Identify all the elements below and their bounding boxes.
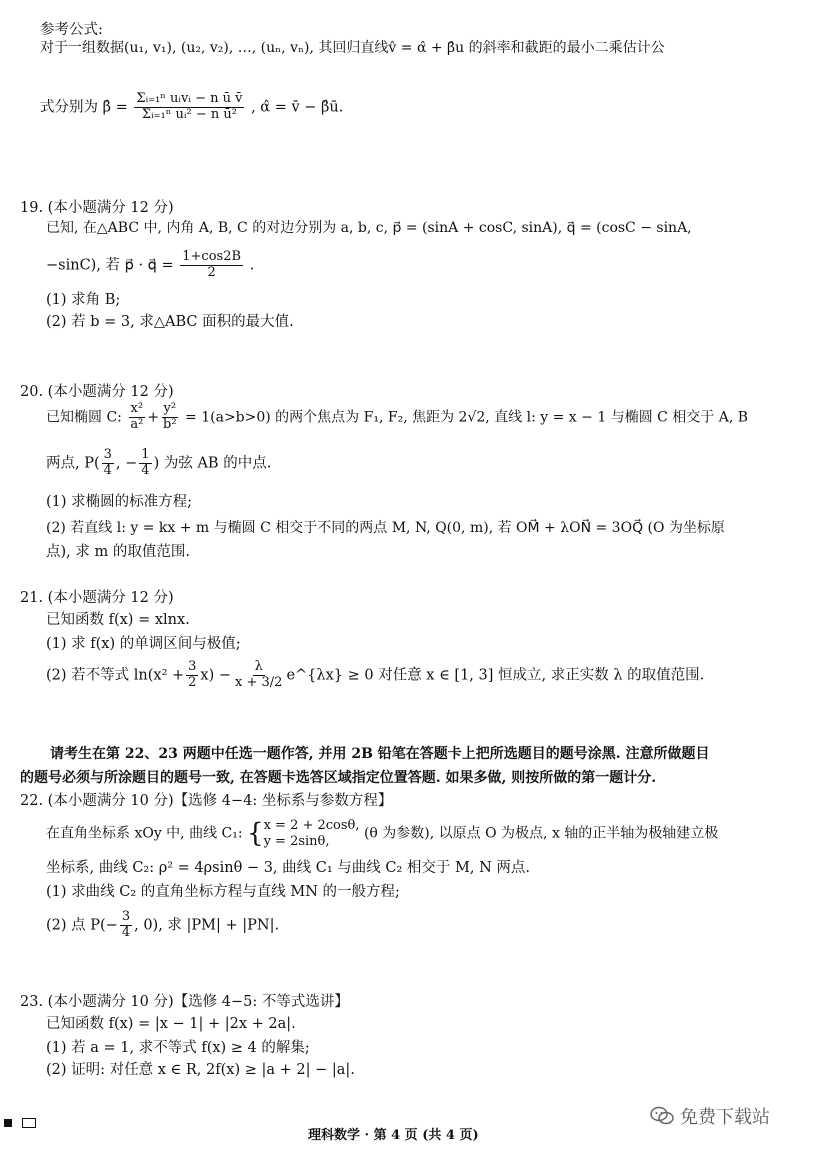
q20-p-x-denominator: 4 [103,462,112,478]
box-mark-icon [22,1118,36,1128]
q22-line-1-start: 在直角坐标系 xOy 中, 曲线 C₁: [46,825,243,842]
q20-p-y-numerator: 1 [141,447,150,462]
q21-lambda-denominator: x + 3/2 [235,674,283,690]
q20-x-denominator: a² [130,416,144,432]
notice-line-2: 的题号必须与所涂题目的题号一致, 在答题卡选答区域指定位置答题. 如果多做, 则按所做的第一题计分. [20,770,657,786]
reference-suffix: , α̂ = v̄ − β̂ū. [251,99,344,116]
q20-part-2-line-2: 点), 求 m 的取值范围. [46,544,190,560]
q21-three-halves [186,660,198,691]
q21-three-halves-den: 2 [188,674,197,690]
q20-p-x-fraction [102,448,114,479]
q20-part-1: (1) 求椭圆的标准方程; [46,494,193,510]
q22-line-1 [46,818,718,849]
q21-lambda-fraction [233,660,284,691]
q21-part-2-end: e^{λx} ≥ 0 对任意 x ∈ [1, 3] 恒成立, 求正实数 λ 的取值范围. [286,667,705,684]
q19-line-1: 已知, 在△ABC 中, 内角 A, B, C 的对边分别为 a, b, c, p⃗ = (sinA + cosC, sinA), q⃗ = (cosC − sinA, [46,220,692,236]
regression-fraction [134,92,244,123]
q21-heading: 21. (本小题满分 12 分) [20,590,174,606]
q20-p-x-numerator: 3 [103,447,112,462]
notice-line-1: 请考生在第 22、23 两题中任选一题作答, 并用 2B 铅笔在答题卡上把所选题目的题号涂黑. 注意所做题目 [50,746,710,762]
watermark [650,1103,770,1129]
reference-prefix: 式分别为 β̂ = [40,99,128,116]
q20-line-1-start: 已知椭圆 C: [46,409,122,426]
q22-p-denominator: 4 [121,924,131,940]
q22-equation-system [264,818,360,849]
q19-part-1: (1) 求角 B; [46,292,121,308]
q22-line-1-end: (θ 为参数), 以原点 O 为极点, x 轴的正半轴为极轴建立极 [363,825,719,842]
q20-heading: 20. (本小题满分 12 分) [20,384,174,400]
q20-line-2 [46,448,271,479]
q20-line-1-end: = 1(a>b>0) 的两个焦点为 F₁, F₂, 焦距为 2√2, 直线 l: y = x − 1 与椭圆 C 相交于 A, B [185,409,749,426]
q21-part-2 [46,660,704,691]
page-number-footer: 理科数学 · 第 4 页 (共 4 页) [308,1128,479,1143]
q22-part-2-end: , 0), 求 |PM| + |PN|. [134,917,280,934]
q23-line-1: 已知函数 f(x) = |x − 1| + |2x + 2a|. [46,1016,296,1032]
reference-heading: 参考公式: [40,22,103,38]
q22-system-eq-2: y = 2sinθ, [263,833,330,849]
square-mark-icon [4,1119,12,1127]
q19-line-2 [46,250,254,281]
reference-line-2 [40,92,343,123]
q21-lambda-numerator: λ [254,659,263,674]
q22-p-fraction [120,910,132,941]
q22-system-eq-1: x = 2 + 2cosθ, [263,818,360,833]
q23-part-2: (2) 证明: 对任意 x ∈ R, 2f(x) ≥ |a + 2| − |a|. [46,1062,355,1078]
q19-fraction [180,250,243,281]
q19-line-2-suffix: . [249,257,255,274]
q22-part-2 [46,910,279,941]
q19-part-2: (2) 若 b = 3, 求△ABC 面积的最大值. [46,314,294,330]
q23-part-1: (1) 若 a = 1, 求不等式 f(x) ≥ 4 的解集; [46,1040,310,1056]
q21-three-halves-num: 3 [188,659,197,674]
q22-part-1: (1) 求曲线 C₂ 的直角坐标方程与直线 MN 的一般方程; [46,884,400,900]
scan-marks [4,1118,36,1128]
q20-line-2-mid: , − [115,455,138,472]
q20-x-fraction [128,402,145,433]
q21-part-1: (1) 求 f(x) 的单调区间与极值; [46,636,241,652]
q20-y-numerator: y² [163,401,177,416]
wechat-icon [650,1106,674,1126]
watermark-text: 免费下载站 [680,1107,770,1128]
q20-part-2-line-1: (2) 若直线 l: y = kx + m 与椭圆 C 相交于不同的两点 M, N, Q(0, m), 若 OM⃗ + λON⃗ = 3OQ⃗ (O 为坐标原 [46,520,725,536]
q20-y-denominator: b² [163,416,177,432]
q20-plus: + [147,409,160,426]
q20-line-2-end: ) 为弦 AB 的中点. [153,455,272,472]
q21-part-2-start: (2) 若不等式 ln(x² + [46,667,185,684]
q19-fraction-numerator: 1+cos2B [182,249,242,264]
q21-line-1: 已知函数 f(x) = xlnx. [46,612,190,628]
q23-heading: 23. (本小题满分 10 分)【选修 4−5: 不等式选讲】 [20,994,349,1010]
q19-line-2-prefix: −sinC), 若 p⃗ · q⃗ = [46,257,174,274]
q19-heading: 19. (本小题满分 12 分) [20,200,174,216]
q19-fraction-denominator: 2 [207,264,216,280]
q21-part-2-mid: x) − [200,667,232,684]
q20-line-1 [46,402,748,433]
q20-p-y-fraction [139,448,151,479]
q22-p-numerator: 3 [121,909,131,924]
reference-line-1: 对于一组数据(u₁, v₁), (u₂, v₂), …, (uₙ, vₙ), 其回归直线v̂ = α̂ + β̂u 的斜率和截距的最小二乘估计公 [40,40,665,56]
q22-part-2-start: (2) 点 P(− [46,917,118,934]
q22-line-2: 坐标系, 曲线 C₂: ρ² = 4ρsinθ − 3, 曲线 C₁ 与曲线 C₂ 相交于 M, N 两点. [46,860,530,876]
q20-y-fraction [161,402,179,433]
q22-heading: 22. (本小题满分 10 分)【选修 4−4: 坐标系与参数方程】 [20,793,393,809]
regression-numerator: Σᵢ₌₁ⁿ uᵢvᵢ − n ū v̄ [136,91,243,106]
brace-glyph: { [247,818,264,849]
q20-line-2-start: 两点, P( [46,455,100,472]
q20-x-numerator: x² [130,401,144,416]
regression-denominator: Σᵢ₌₁ⁿ uᵢ² − n ū² [141,106,237,122]
q20-p-y-denominator: 4 [141,462,150,478]
